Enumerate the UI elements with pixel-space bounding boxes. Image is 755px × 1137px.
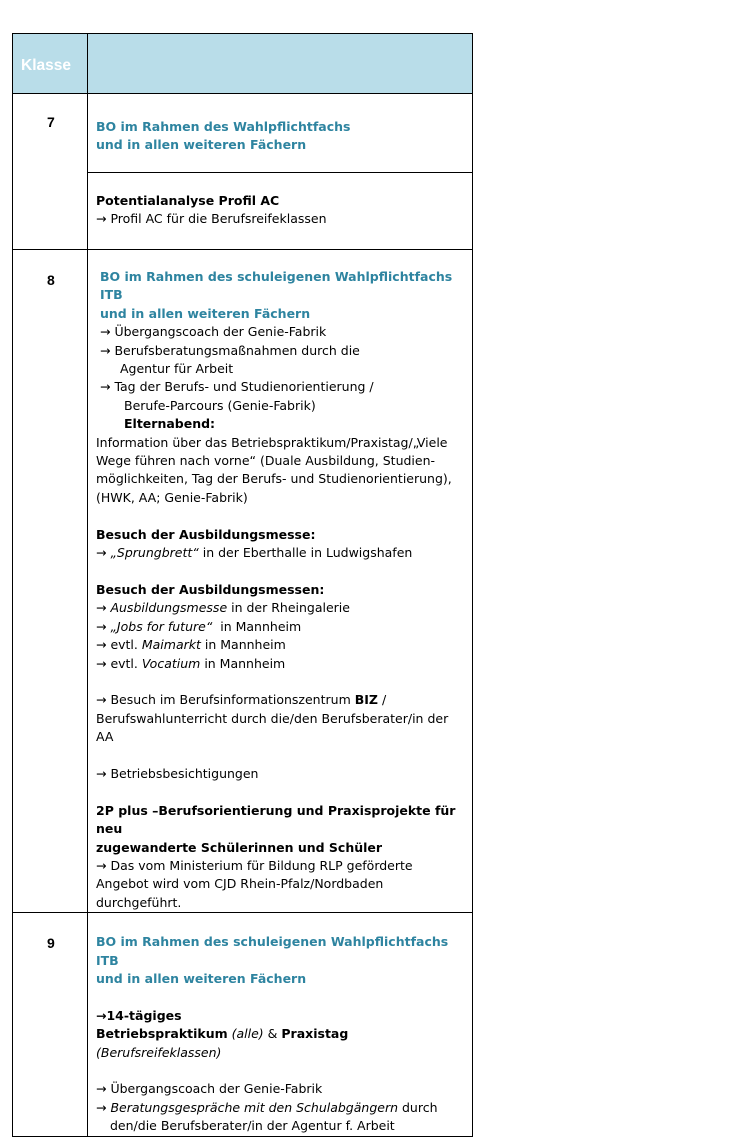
row-9-cell bbox=[88, 913, 473, 1136]
row-7-top-cell bbox=[88, 94, 473, 173]
row-7-bottom-cell bbox=[88, 173, 473, 250]
berufsberatung-item-cont: Agentur für Arbeit bbox=[120, 361, 234, 377]
row-8-heading-1: BO im Rahmen des schuleigenen Wahlpflichtfachs ITB bbox=[100, 269, 453, 303]
2p-plus-text-1: → Das vom Ministerium für Bildung RLP geförderte bbox=[96, 857, 413, 873]
uebergangscoach-item: → Übergangscoach der Genie-Fabrik bbox=[100, 324, 327, 340]
berufe-parcours-item: Berufe-Parcours (Genie-Fabrik) bbox=[124, 397, 316, 413]
row-9-uebergangscoach-item: → Übergangscoach der Genie-Fabrik bbox=[96, 1081, 323, 1097]
row-7-heading-1: BO im Rahmen des Wahlpflichtfachs bbox=[96, 119, 351, 134]
header-klasse-cell bbox=[13, 34, 88, 94]
row-7a bbox=[13, 94, 473, 173]
row-8-heading-2: und in allen weiteren Fächern bbox=[100, 305, 311, 321]
biz-item-cont-2: AA bbox=[96, 729, 114, 745]
elternabend-text-4: (HWK, AA; Genie-Fabrik) bbox=[96, 489, 248, 505]
2p-plus-text-3: durchgeführt. bbox=[96, 894, 182, 910]
elternabend-title: Elternabend: bbox=[124, 416, 216, 432]
klasse-8-number: 8 bbox=[13, 250, 88, 913]
row-8-cell bbox=[88, 250, 473, 913]
row-9 bbox=[13, 913, 473, 1136]
sprungbrett-item: → „Sprungbrett“ in der Eberthalle in Ludwigshafen bbox=[96, 545, 413, 561]
biz-item: → Besuch im Berufsinformationszentrum BIZ / bbox=[96, 692, 387, 708]
messe-item-vocatium: → evtl. Vocatium in Mannheim bbox=[96, 655, 286, 671]
berufsberatung-item: → Berufsberatungsmaßnahmen durch die bbox=[100, 342, 360, 358]
messe-item-jobs-for-future: → „Jobs for future“ in Mannheim bbox=[96, 618, 302, 634]
tag-der-berufsorientierung-item: → Tag der Berufs- und Studienorientierung / bbox=[100, 379, 374, 395]
messe-item-maimarkt: → evtl. Maimarkt in Mannheim bbox=[96, 637, 286, 653]
klasse-9-number: 9 bbox=[13, 913, 88, 1136]
potentialanalyse-item: → Profil AC für die Berufsreifeklassen bbox=[96, 211, 327, 227]
praktikum-arrow-line: →14-tägiges bbox=[96, 1007, 182, 1023]
2p-plus-title-1: 2P plus –Berufsorientierung und Praxisprojekte für neu bbox=[96, 802, 456, 837]
elternabend-text-2: Wege führen nach vorne“ (Duale Ausbildung, Studien- bbox=[96, 453, 436, 469]
beratungsgespraeche-item: → Beratungsgespräche mit den Schulabgängern durch bbox=[96, 1099, 438, 1115]
klasse-7-number: 7 bbox=[13, 94, 88, 250]
row-9-heading-2: und in allen weiteren Fächern bbox=[96, 970, 307, 986]
elternabend-text-1: Information über das Betriebspraktikum/Praxistag/„Viele bbox=[96, 434, 448, 450]
header-row bbox=[13, 34, 473, 94]
betriebsbesichtigungen-item: → Betriebsbesichtigungen bbox=[96, 765, 259, 781]
potentialanalyse-title: Potentialanalyse Profil AC bbox=[96, 193, 280, 208]
klasse-header: Klasse bbox=[21, 56, 71, 74]
row-8 bbox=[13, 250, 473, 913]
messe-item-rheingalerie: → Ausbildungsmesse in der Rheingalerie bbox=[96, 600, 350, 616]
praktikum-line: Betriebspraktikum (alle) & Praxistag (Berufsreifeklassen) bbox=[96, 1026, 349, 1060]
ausbildungsmessen-title: Besuch der Ausbildungsmessen: bbox=[96, 581, 325, 597]
biz-item-cont-1: Berufswahlunterricht durch die/den Berufsberater/in der bbox=[96, 710, 449, 726]
row-9-heading-1: BO im Rahmen des schuleigenen Wahlpflichtfachs ITB bbox=[96, 934, 449, 968]
elternabend-text-3: möglichkeiten, Tag der Berufs- und Studienorientierung), bbox=[96, 471, 452, 487]
2p-plus-title-2: zugewanderte Schülerinnen und Schüler bbox=[96, 839, 383, 855]
beratungsgespraeche-item-cont: den/die Berufsberater/in der Agentur f. Arbeit bbox=[110, 1118, 395, 1134]
row-7-heading-2: und in allen weiteren Fächern bbox=[96, 137, 307, 153]
2p-plus-text-2: Angebot wird vom CJD Rhein-Pfalz/Nordbaden bbox=[96, 876, 384, 892]
ausbildungsmesse-title: Besuch der Ausbildungsmesse: bbox=[96, 526, 316, 542]
berufsorientierung-table bbox=[12, 33, 473, 1137]
header-content-cell bbox=[88, 34, 473, 94]
